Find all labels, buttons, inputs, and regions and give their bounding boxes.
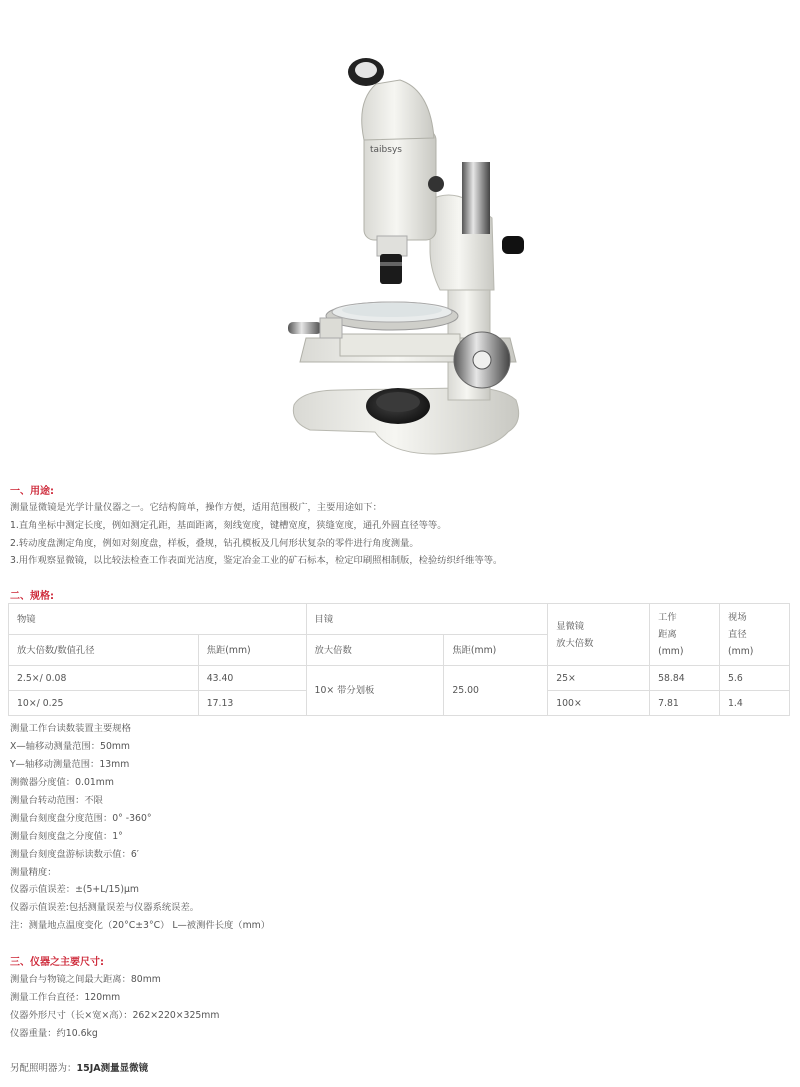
specs-title: 二、规格: <box>10 591 54 602</box>
dimensions-title: 三、仪器之主要尺寸: <box>10 957 104 968</box>
working-distance-cell: 7.81 <box>650 691 720 716</box>
specs-table <box>8 603 790 716</box>
spec-line: 测量工作台读数装置主要规格 <box>10 723 131 734</box>
spec-line: 仪器示值误差：±(5+L/15)μm <box>10 884 139 895</box>
spec-line: 测量台刻度盘之分度值：1° <box>10 831 123 842</box>
usage-line: 3.用作观察显微镜，以比较法检查工作表面光洁度，鉴定冶金工业的矿石标本，检定印刷照相制版，检验纺织纤维等等。 <box>10 555 503 566</box>
objective-mag-header: 放大倍数/数值孔径 <box>9 635 199 666</box>
usage-line: 1.直角坐标中测定长度，例如测定孔距，基面距离，刻线宽度，键槽宽度，狭缝宽度，通孔外圆直径等等。 <box>10 520 447 531</box>
working-distance-header: 工作 距离 (mm) <box>650 604 720 666</box>
spec-line: 测量精度： <box>10 867 57 878</box>
spec-line: 测量台刻度盘游标读数示值：6′ <box>10 849 139 860</box>
dimension-line: 测量台与物镜之间最大距离：80mm <box>10 974 161 985</box>
eyepiece-mag-header: 放大倍数 <box>306 635 444 666</box>
field-diameter-cell: 5.6 <box>720 666 790 691</box>
field-diameter-cell: 1.4 <box>720 691 790 716</box>
working-distance-cell: 58.84 <box>650 666 720 691</box>
microscope-mag-cell: 100× <box>548 691 650 716</box>
table-row <box>9 666 790 691</box>
accessory-note <box>10 1060 148 1074</box>
objective-focal-header: 焦距(mm) <box>198 635 306 666</box>
dimension-line: 仪器重量：约10.6kg <box>10 1028 98 1039</box>
objective-mag-cell: 2.5×/ 0.08 <box>9 666 199 691</box>
objective-mag-cell: 10×/ 0.25 <box>9 691 199 716</box>
spec-line: 测量台刻度盘分度范围：0° -360° <box>10 813 152 824</box>
microscope-mag-cell: 25× <box>548 666 650 691</box>
spec-line: Y—轴移动测量范围：13mm <box>10 759 130 770</box>
objective-focal-cell: 17.13 <box>198 691 306 716</box>
spec-line: 仪器示值误差:包括测量误差与仪器系统误差。 <box>10 902 200 913</box>
accessory-product: 15JA测量显微镜 <box>76 1063 149 1074</box>
objective-header: 物镜 <box>9 604 307 635</box>
spec-line: 测微器分度值：0.01mm <box>10 777 114 788</box>
eyepiece-focal-cell: 25.00 <box>444 666 548 716</box>
dimension-line: 仪器外形尺寸（长×宽×高）：262×220×325mm <box>10 1010 220 1021</box>
eyepiece-mag-cell: 10× 带分划板 <box>306 666 444 716</box>
eyepiece-header: 目镜 <box>306 604 548 635</box>
spec-line: 注：测量地点温度变化（20°C±3°C） L—被测件长度（mm） <box>10 920 270 931</box>
accessory-prefix: 另配照明器为： <box>10 1063 77 1074</box>
microscope-mag-header: 显微镜 放大倍数 <box>548 604 650 666</box>
usage-title: 一、用途: <box>10 486 54 497</box>
dimension-line: 测量工作台直径：120mm <box>10 992 121 1003</box>
brand-logo: taibsys <box>370 145 402 155</box>
field-diameter-header: 视场 直径 (mm) <box>720 604 790 666</box>
spec-line: X—轴移动测量范围：50mm <box>10 741 130 752</box>
spec-line: 测量台转动范围：不限 <box>10 795 103 806</box>
eyepiece-focal-header: 焦距(mm) <box>444 635 548 666</box>
microscope-image <box>280 50 540 470</box>
usage-line: 2.转动度盘测定角度，例如对刻度盘，样板，叠规，钻孔模板及几何形状复杂的零件进行角度测量。 <box>10 538 419 549</box>
objective-focal-cell: 43.40 <box>198 666 306 691</box>
usage-line: 测量显微镜是光学计量仪器之一。它结构简单，操作方便，适用范围极广，主要用途如下： <box>10 502 382 513</box>
